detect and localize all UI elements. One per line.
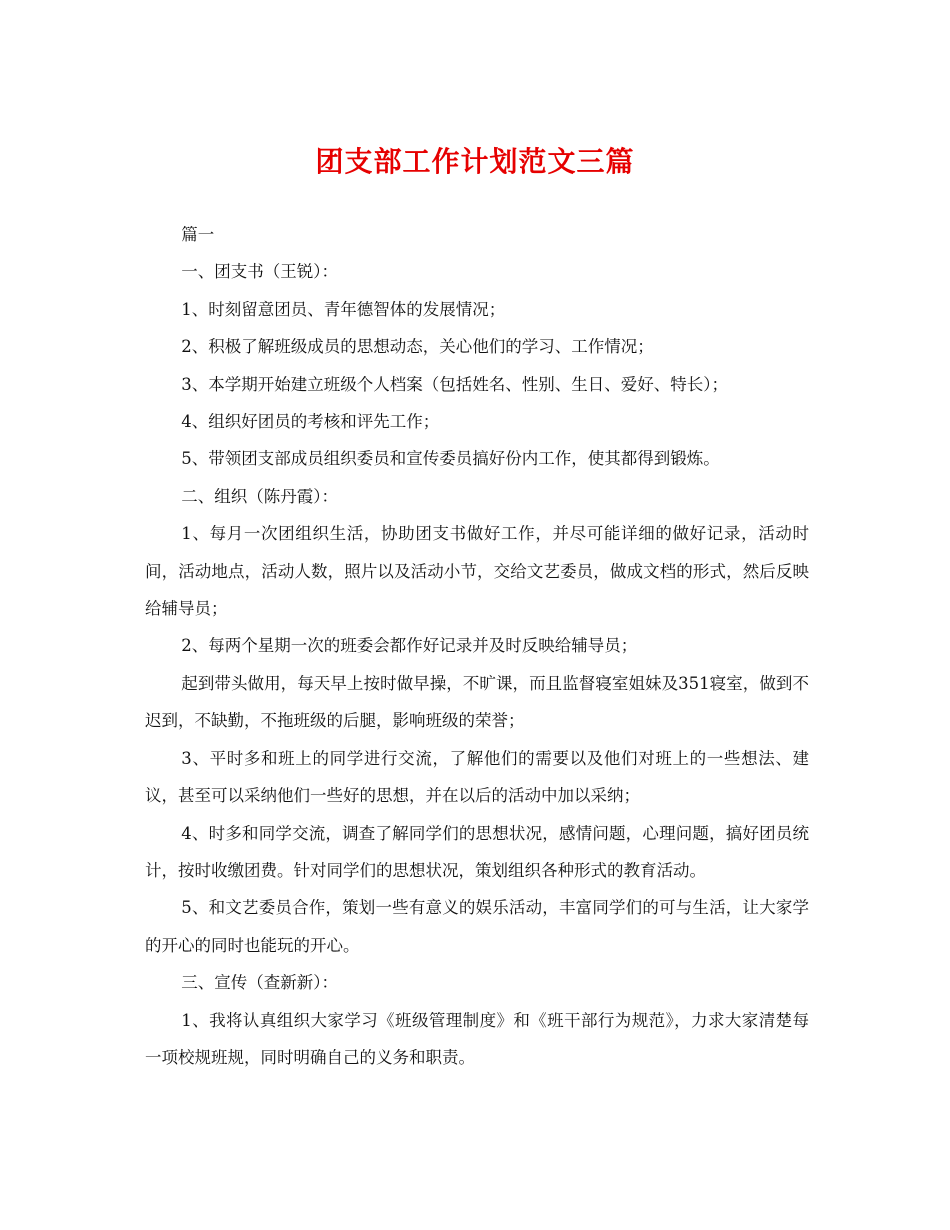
paragraph: 3、本学期开始建立班级个人档案（包括姓名、性别、生日、爱好、特长）； [181,374,729,394]
paragraph: 4、时多和同学交流，调查了解同学们的思想状况，感情问题，心理问题，搞好团员统计，按时收缴团费。针对同学们的思想状况，策划组织各种形式的教育活动。 [145,823,809,880]
paragraph: 二、组织（陈丹霞）： [181,486,339,506]
paragraph: 5、带领团支部成员组织委员和宣传委员搞好份内工作，使其都得到锻炼。 [181,449,720,469]
paragraph: 5、和文艺委员合作，策划一些有意义的娱乐活动，丰富同学们的可与生活，让大家学的开心的同时也能玩的开心。 [145,898,809,955]
paragraph: 一、团支书（王锐）： [181,262,339,282]
paragraph: 篇一 [181,225,215,244]
paragraph: 2、积极了解班级成员的思想动态，关心他们的学习、工作情况； [181,337,654,357]
paragraph: 3、平时多和班上的同学进行交流，了解他们的需要以及他们对班上的一些想法、建议，甚至可以采纳他们一些好的思想，并在以后的活动中加以采纳； [145,748,809,806]
paragraph: 2、每两个星期一次的班委会都作好记录并及时反映给辅导员； [181,636,638,656]
paragraph: 1、每月一次团组织生活，协助团支书做好工作，并尽可能详细的做好记录，活动时间，活动地点，活动人数，照片以及活动小节，交给文艺委员，做成文档的形式，然后反映给辅导员； [145,524,809,619]
document-body [145,216,809,1076]
paragraph: 1、我将认真组织大家学习《班级管理制度》和《班干部行为规范》，力求大家清楚每一项校规班规，同时明确自己的义务和职责。 [145,1010,809,1067]
paragraph: 起到带头做用，每天早上按时做早操，不旷课，而且监督寝室姐妹及351寝室，做到不迟到，不缺勤，不拖班级的后腿，影响班级的荣誉； [145,673,809,731]
document-title: 团支部工作计划范文三篇 [315,145,635,178]
paragraph: 1、时刻留意团员、青年德智体的发展情况； [181,299,506,319]
paragraph: 三、宣传（查新新）： [181,973,339,993]
paragraph: 4、组织好团员的考核和评先工作； [181,412,440,432]
